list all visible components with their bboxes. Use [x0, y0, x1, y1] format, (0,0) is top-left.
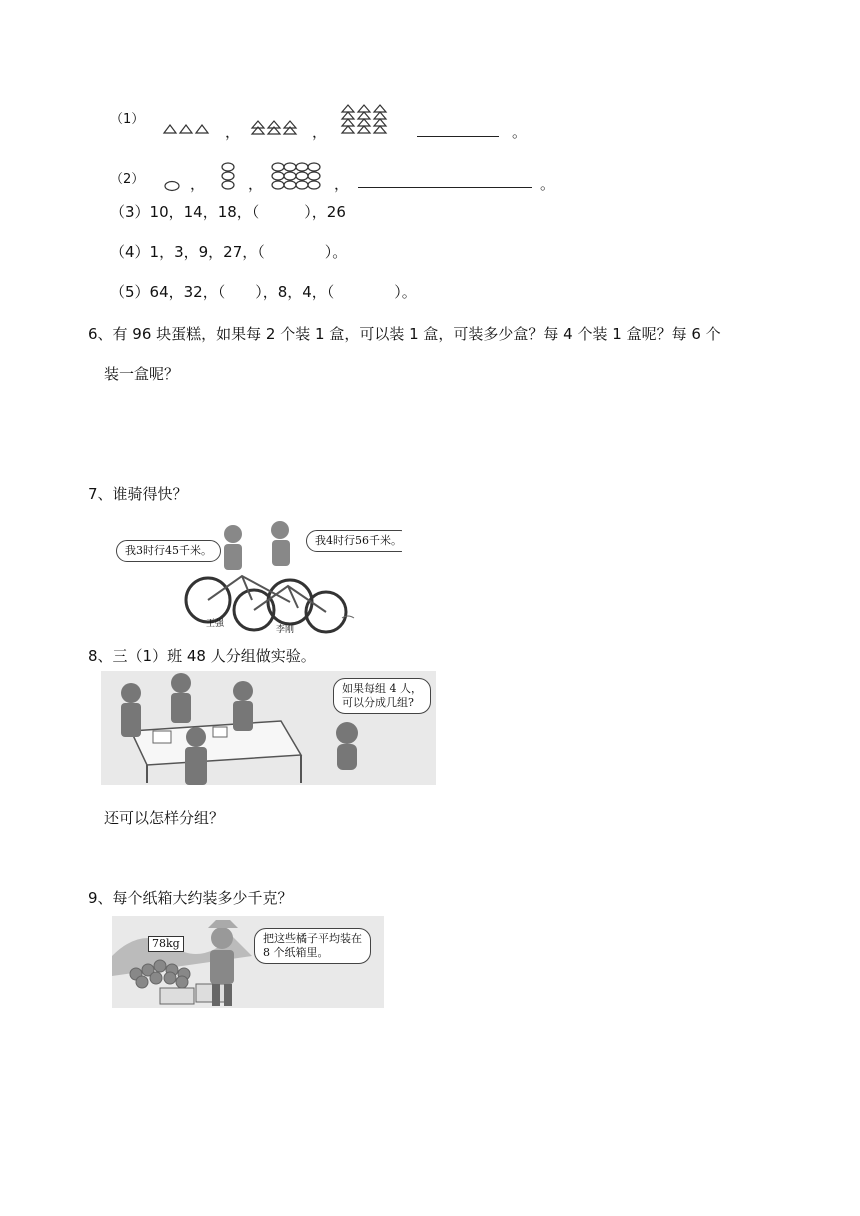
period-1: 。 — [512, 123, 528, 141]
oval-pattern-2 — [220, 162, 240, 192]
bubble-line-2: 可以分成几组? — [342, 696, 414, 709]
item1-label: （1） — [110, 112, 145, 127]
comma-1: ， — [225, 123, 241, 141]
name-label-right: 李刚 — [276, 625, 295, 634]
triangle-pattern-2 — [250, 118, 300, 136]
oval-pattern-1 — [164, 180, 184, 192]
bubble-line-1: 把这些橘子平均装在 — [263, 932, 362, 945]
oval-pattern-3 — [270, 162, 322, 192]
question-7-title: 7、谁骑得快？ — [88, 485, 188, 503]
comma-5: ， — [334, 175, 350, 193]
speech-bubble-left: 我3时行45千米。 — [116, 540, 221, 562]
answer-blank-1[interactable] — [417, 136, 499, 137]
triangle-pattern-1 — [162, 122, 212, 134]
question-9-title: 9、每个纸箱大约装多少千克？ — [88, 889, 293, 907]
answer-blank-2[interactable] — [358, 187, 532, 188]
comma-3: ， — [190, 175, 206, 193]
comma-2: ， — [312, 123, 328, 141]
question-8-followup: 还可以怎样分组？ — [104, 809, 225, 827]
item2-label: （2） — [110, 172, 145, 187]
name-label-left: 王强 — [206, 619, 225, 629]
question-6-line-1: 6、有 96 块蛋糕，如果每 2 个装 1 盒，可以装 1 盒，可装多少盒？每 4 个装 1 盒呢？每 6 个 — [88, 325, 721, 343]
sequence-item-4: （4）1，3，9，27，（ ）。 — [110, 243, 348, 261]
weight-tag: 78kg — [148, 936, 184, 952]
bubble-line-2: 8 个纸箱里。 — [263, 946, 329, 959]
sequence-item-3: （3）10，14，18，（ ），26 — [110, 203, 346, 221]
sequence-item-5: （5）64，32，（ ），8，4，（ ）。 — [110, 283, 417, 301]
group-experiment-illustration — [101, 671, 436, 785]
question-8-title: 8、三（1）班 48 人分组做实验。 — [88, 647, 316, 665]
oranges-illustration — [112, 916, 384, 1008]
period-2: 。 — [540, 175, 556, 193]
speech-bubble-boxes — [254, 928, 371, 964]
bicycle-illustration — [112, 516, 402, 634]
speech-bubble-right: 我4时行56千米。 — [306, 530, 402, 552]
comma-4: ， — [248, 175, 264, 193]
speech-bubble-groups — [333, 678, 431, 714]
question-6-line-2: 装一盒呢？ — [104, 365, 180, 383]
bubble-line-1: 如果每组 4 人， — [342, 682, 422, 695]
triangle-pattern-3 — [340, 103, 390, 135]
